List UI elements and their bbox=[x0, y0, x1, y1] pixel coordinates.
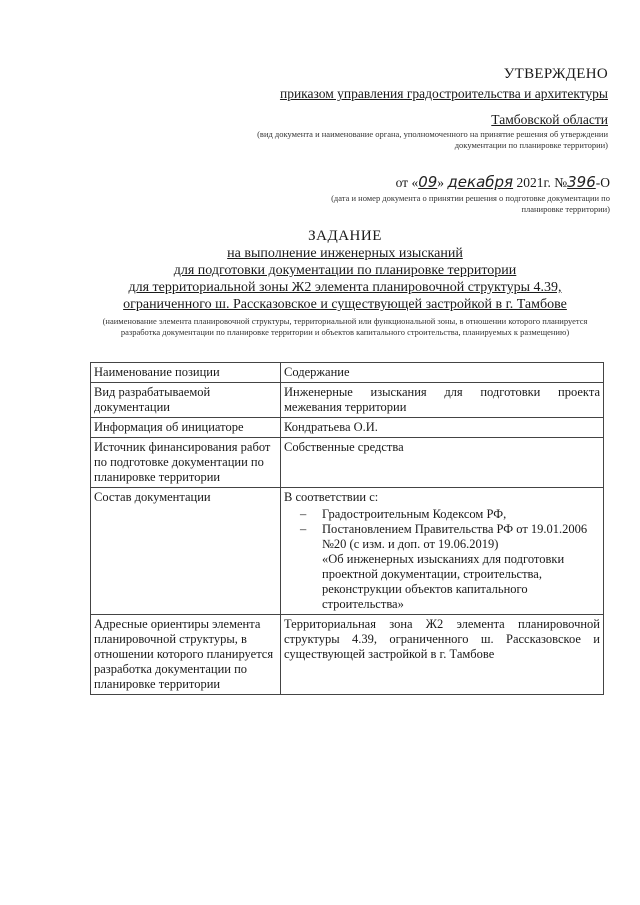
table-row bbox=[91, 488, 604, 615]
approval-title: УТВЕРЖДЕНО bbox=[503, 66, 608, 82]
task-subtitle-line: на выполнение инженерных изысканий bbox=[227, 246, 463, 261]
row-value: Кондратьева О.И. bbox=[281, 418, 604, 438]
row-value: Инженерные изыскания для подготовки проекта межевания территории bbox=[281, 383, 604, 418]
row-label: Источник финансирования работ по подготовке документации по планировке территории bbox=[91, 438, 281, 488]
table-header-cell: Наименование позиции bbox=[91, 363, 281, 383]
date-mid: » bbox=[437, 175, 445, 190]
task-subtitle-line: ограниченного ш. Рассказовское и существующей застройкой в г. Тамбове bbox=[123, 297, 567, 312]
documentation-list bbox=[284, 507, 600, 552]
row-value bbox=[281, 488, 604, 615]
row-value: Территориальная зона Ж2 элемента планировочной структуры 4.39, ограниченного ш. Рассказовское и существующей застройкой в г. Тамбове bbox=[281, 615, 604, 695]
task-subtitle-line: для подготовки документации по планировке территории bbox=[173, 263, 517, 278]
approval-block bbox=[208, 66, 608, 150]
date-month-handwritten: декабря bbox=[447, 173, 514, 191]
list-item: – Градостроительным Кодексом РФ, bbox=[300, 507, 600, 522]
date-prefix: от « bbox=[395, 175, 419, 190]
approval-region-line: Тамбовской области bbox=[491, 112, 608, 127]
list-item: – Постановлением Правительства РФ от 19.01.2006 №20 (с изм. и доп. от 19.06.2019) bbox=[300, 522, 600, 552]
date-year: 2021г. № bbox=[516, 175, 568, 190]
row-label: Информация об инициаторе bbox=[91, 418, 281, 438]
table-row bbox=[91, 438, 604, 488]
date-note: (дата и номер документа о принятии решения о подготовке документации по планировке территории) bbox=[331, 193, 610, 214]
approval-authority-line: приказом управления градостроительства и архитектуры bbox=[279, 86, 608, 101]
date-suffix: -О bbox=[595, 175, 610, 190]
table-header-cell: Содержание bbox=[281, 363, 604, 383]
table-row bbox=[91, 383, 604, 418]
table-header-row bbox=[91, 363, 604, 383]
table-row bbox=[91, 615, 604, 695]
date-day-handwritten: 09 bbox=[418, 173, 438, 191]
task-title-block bbox=[80, 228, 610, 337]
decree-number-handwritten: 396 bbox=[567, 173, 596, 191]
task-table bbox=[90, 362, 604, 695]
task-title: ЗАДАНИЕ bbox=[308, 228, 382, 244]
approval-note: (вид документа и наименование органа, уполномоченного на принятие решения об утверждении документации по планировке территории) bbox=[257, 129, 608, 150]
documentation-intro: В соответствии с: bbox=[284, 490, 379, 504]
task-subtitle-line: для территориальной зоны Ж2 элемента планировочной структуры 4.39, bbox=[128, 280, 562, 295]
task-title-note: (наименование элемента планировочной структуры, территориальной или функциональной зоны, в отношении которого планируется разработка документации по планировке территории и объектов капитального строительства, планируемых к размещению) bbox=[102, 316, 588, 337]
documentation-quote: «Об инженерных изысканиях для подготовки проектной документации, строительства, реконструкции объектов капитального строительства» bbox=[322, 552, 565, 611]
row-label: Адресные ориентиры элемента планировочной структуры, в отношении которого планируется разработка документации по планировке территории bbox=[91, 615, 281, 695]
row-value: Собственные средства bbox=[281, 438, 604, 488]
row-label: Состав документации bbox=[91, 488, 281, 615]
decree-date-line bbox=[396, 173, 610, 191]
row-label: Вид разрабатываемой документации bbox=[91, 383, 281, 418]
table-row bbox=[91, 418, 604, 438]
